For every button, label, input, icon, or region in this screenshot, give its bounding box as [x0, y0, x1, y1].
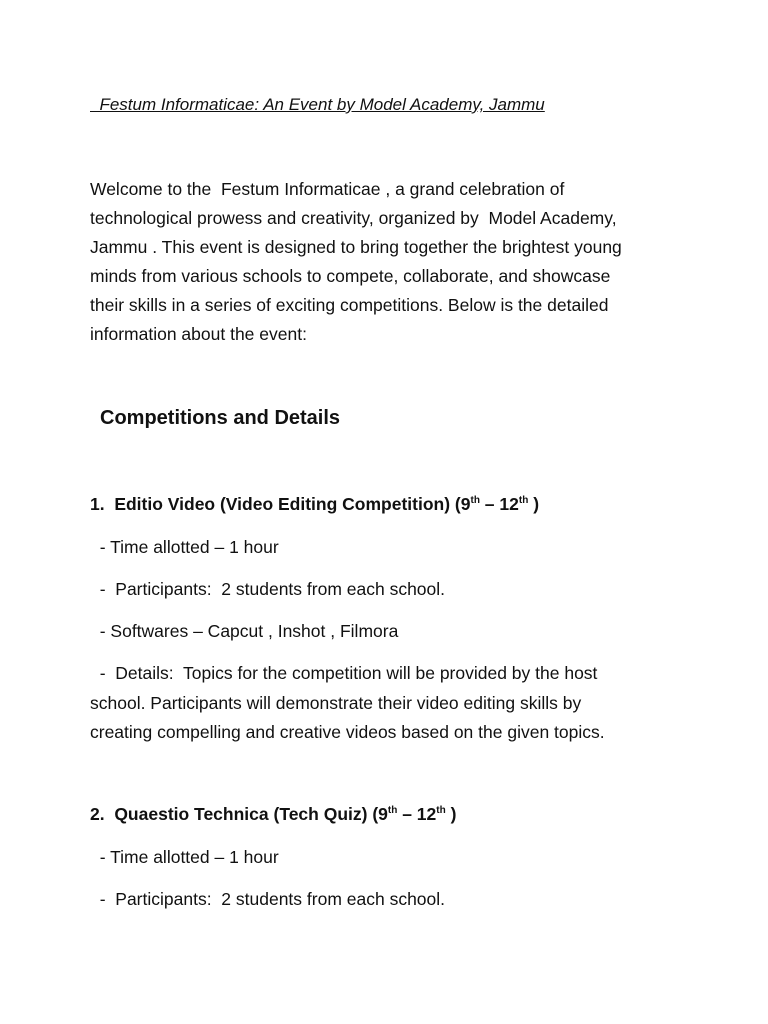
- competition-title: [90, 804, 456, 825]
- grade-superscript: th: [518, 495, 529, 507]
- document-title: Festum Informaticae: An Event by Model Academy, Jammu: [90, 95, 545, 114]
- intro-line: technological prowess and creativity, organized by Model Academy,: [90, 208, 617, 228]
- competition-title-text: 2. Quaestio Technica (Tech Quiz) (9: [90, 804, 388, 824]
- details-paragraph: [90, 659, 690, 748]
- intro-line: their skills in a series of exciting competitions. Below is the detailed: [90, 295, 609, 315]
- intro-paragraph: [90, 175, 670, 349]
- competition-title-text: ): [528, 494, 540, 514]
- intro-line: Jammu . This event is designed to bring together the brightest young: [90, 237, 622, 257]
- participants: - Participants: 2 students from each school.: [90, 579, 446, 599]
- competition-title-text: ): [445, 804, 457, 824]
- competition-title-text: – 12: [397, 804, 437, 824]
- softwares: - Softwares – Capcut , Inshot , Filmora: [90, 621, 399, 641]
- competition-title-text: – 12: [479, 494, 519, 514]
- grade-superscript: th: [470, 495, 480, 507]
- details-line: school. Participants will demonstrate their video editing skills by: [90, 692, 582, 713]
- grade-superscript: th: [387, 805, 398, 817]
- grade-superscript: th: [436, 805, 446, 817]
- competition-title-text: 1. Editio Video (Video Editing Competition) (9: [90, 494, 471, 514]
- details-line: - Details: Topics for the competition will be provided by the host: [90, 663, 598, 683]
- competition-title: [90, 494, 539, 515]
- intro-line: Welcome to the Festum Informaticae , a grand celebration of: [90, 179, 565, 199]
- participants: - Participants: 2 students from each school.: [90, 889, 446, 909]
- intro-line: information about the event:: [90, 324, 307, 344]
- time-allotted: - Time allotted – 1 hour: [90, 847, 279, 867]
- intro-line: minds from various schools to compete, collaborate, and showcase: [90, 266, 611, 286]
- details-line: creating compelling and creative videos based on the given topics.: [90, 722, 605, 742]
- section-heading: Competitions and Details: [100, 407, 341, 429]
- time-allotted: - Time allotted – 1 hour: [90, 537, 279, 557]
